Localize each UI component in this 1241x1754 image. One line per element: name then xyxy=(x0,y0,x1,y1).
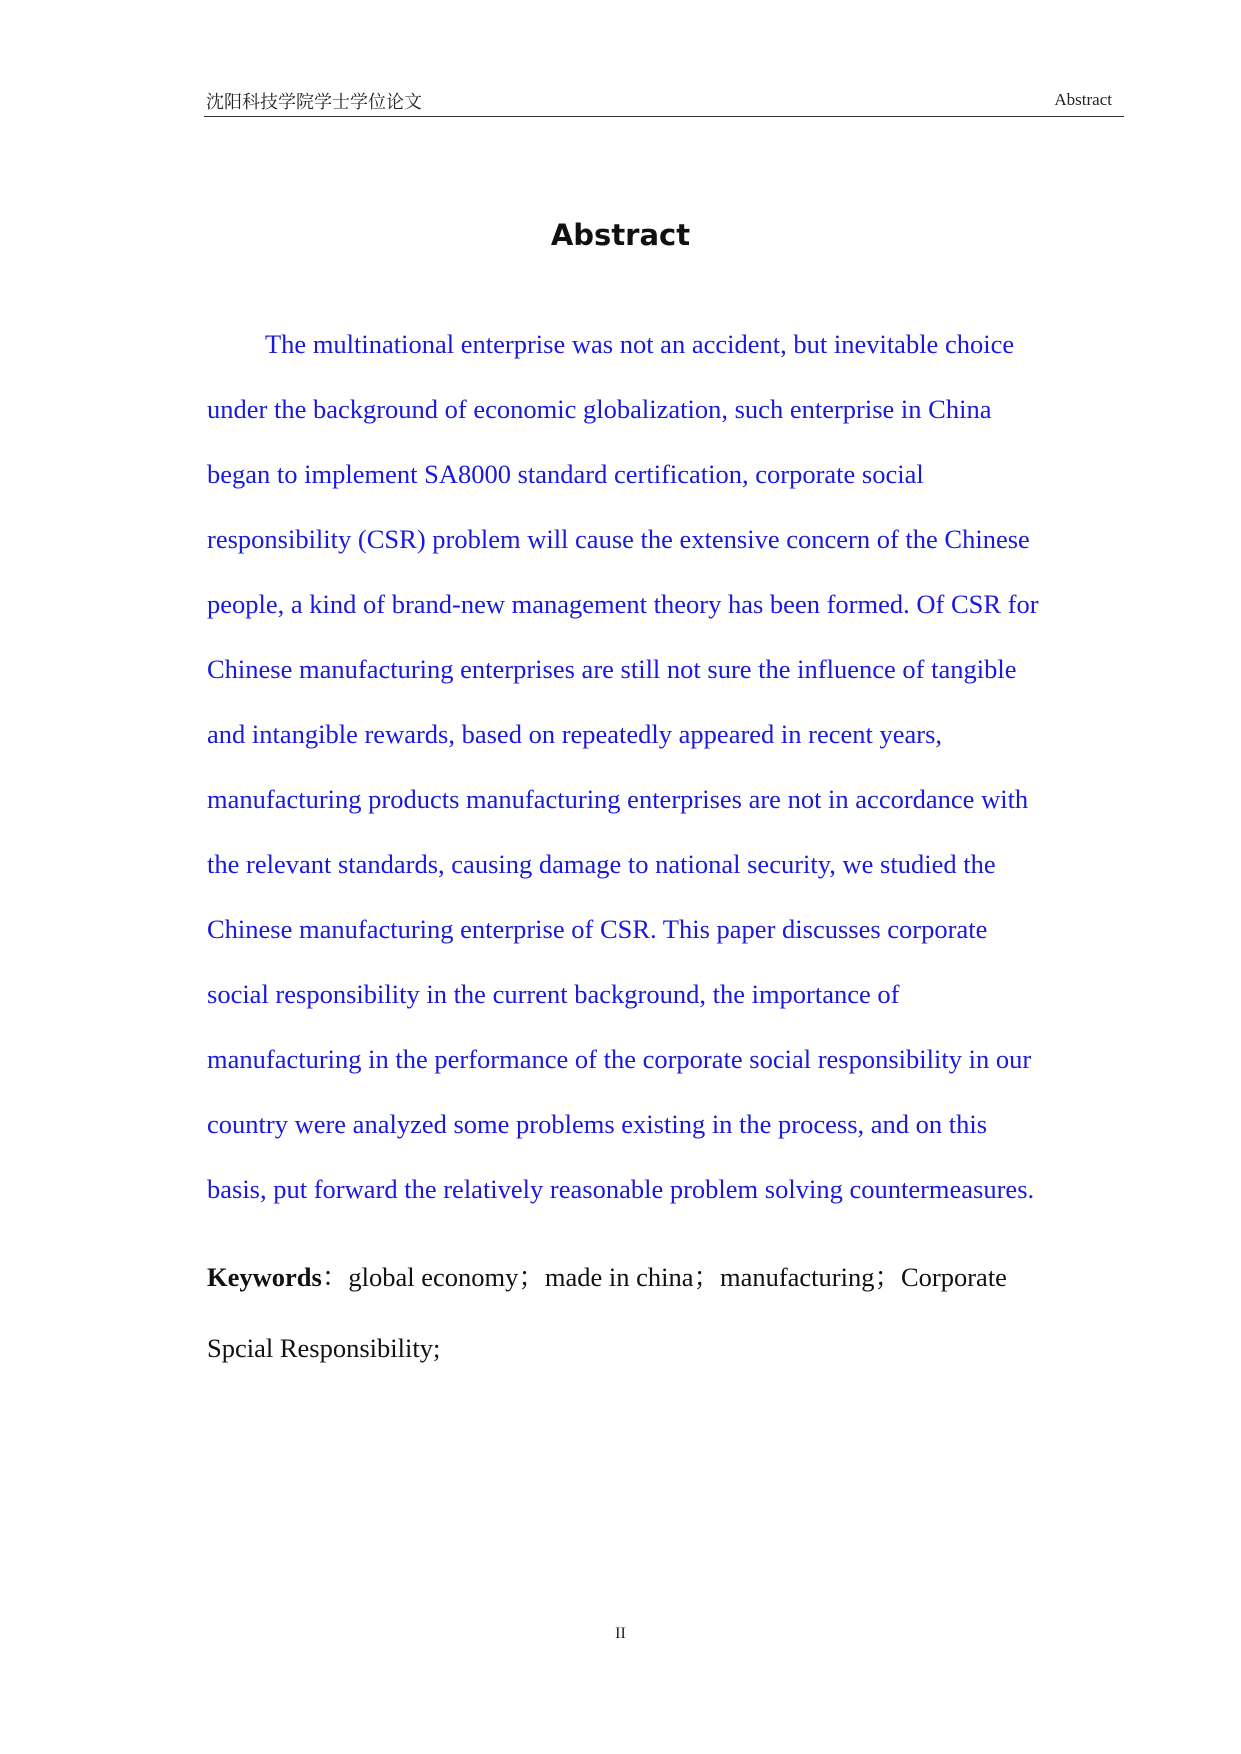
abstract-line: began to implement SA8000 standard certification, corporate social xyxy=(207,459,924,489)
abstract-line: The multinational enterprise was not an accident, but inevitable choice xyxy=(265,329,1015,359)
abstract-line: manufacturing products manufacturing enterprises are not in accordance with xyxy=(207,784,1029,814)
abstract-line: country were analyzed some problems existing in the process, and on this xyxy=(207,1109,988,1139)
header-thesis-title: 沈阳科技学院学士学位论文 xyxy=(206,92,422,113)
abstract-line: manufacturing in the performance of the corporate social responsibility in our xyxy=(207,1044,1032,1074)
abstract-line: basis, put forward the relatively reasonable problem solving countermeasures. xyxy=(207,1174,1035,1204)
abstract-line: the relevant standards, causing damage to national security, we studied the xyxy=(207,849,996,879)
page-number: II xyxy=(615,1625,626,1642)
abstract-line: under the background of economic globalization, such enterprise in China xyxy=(207,394,992,424)
keywords-line xyxy=(207,1242,1127,1313)
abstract-line: people, a kind of brand-new management theory has been formed. Of CSR for xyxy=(207,589,1039,619)
abstract-title: Abstract xyxy=(550,218,691,252)
abstract-line: and intangible rewards, based on repeatedly appeared in recent years, xyxy=(207,719,943,749)
keywords-block xyxy=(207,1242,1127,1384)
abstract-line: responsibility (CSR) problem will cause the extensive concern of the Chinese xyxy=(207,524,1030,554)
keywords-list: ：global economy；made in china；manufacturing；Corporate xyxy=(321,1262,1007,1292)
abstract-line: social responsibility in the current background, the importance of xyxy=(207,979,900,1009)
keywords-line-continued: Spcial Responsibility; xyxy=(207,1333,441,1363)
abstract-paragraph xyxy=(207,312,1127,1222)
abstract-line: Chinese manufacturing enterprise of CSR. This paper discusses corporate xyxy=(207,914,988,944)
header-section-name: Abstract xyxy=(1054,90,1112,109)
running-header xyxy=(204,84,1124,117)
abstract-line: Chinese manufacturing enterprises are still not sure the influence of tangible xyxy=(207,654,1017,684)
keywords-label: Keywords xyxy=(207,1262,322,1292)
